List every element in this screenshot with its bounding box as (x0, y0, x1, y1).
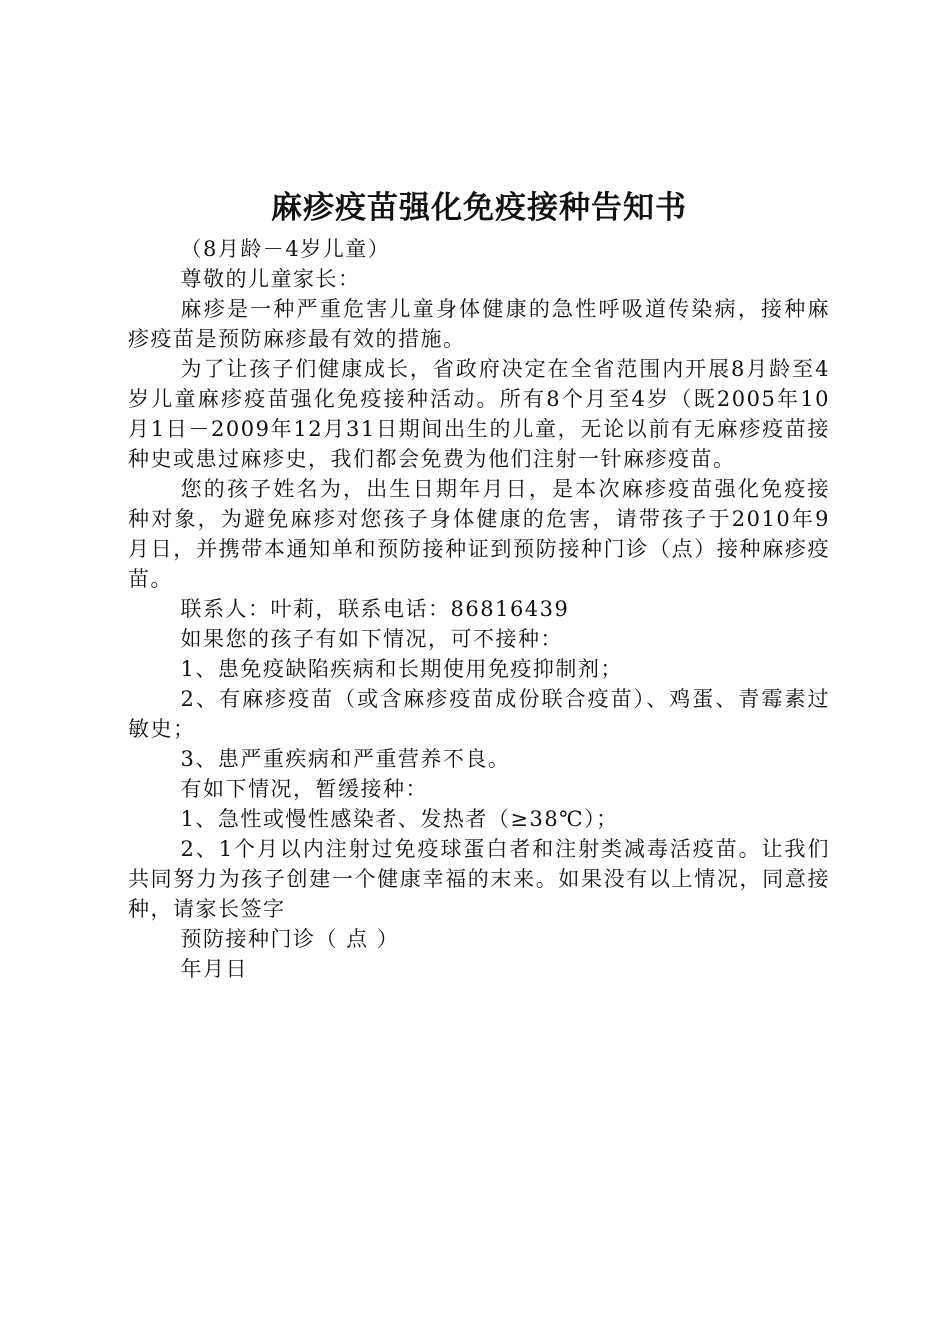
postpone-item-and-signature-request: 2、1个月以内注射过免疫球蛋白者和注射类减毒活疫苗。让我们共同努力为孩子创建一个健康幸福的末来。如果没有以上情况，同意接种，请家长签字 (128, 837, 830, 921)
age-range-note: （8月龄－4岁儿童） (180, 237, 391, 261)
document-page (128, 186, 830, 984)
postpone-heading: 有如下情况，暂缓接种： (180, 777, 428, 801)
contraindication-item: 3、患严重疾病和严重营养不良。 (180, 747, 511, 771)
clinic-signature-line: 预防接种门诊（ 点 ） (180, 927, 400, 951)
salutation: 尊敬的儿童家长： (180, 267, 361, 291)
intro-paragraph: 麻疹是一种严重危害儿童身体健康的急性呼吸道传染病，接种麻疹疫苗是预防麻疹最有效的措施。 (128, 297, 830, 351)
contraindication-item: 1、患免疫缺陷疾病和长期使用免疫抑制剂； (180, 657, 623, 681)
child-info-paragraph: 您的孩子姓名为，出生日期年月日，是本次麻疹疫苗强化免疫接种对象，为避免麻疹对您孩子身体健康的危害，请带孩子于2010年9月日，并携带本通知单和预防接种证到预防接种门诊（点）接种麻疹疫苗。 (128, 477, 830, 591)
postpone-item: 1、急性或慢性感染者、发热者（≥38℃）； (180, 807, 619, 831)
document-title: 麻疹疫苗强化免疫接种告知书 (271, 190, 687, 226)
campaign-paragraph: 为了让孩子们健康成长，省政府决定在全省范围内开展8月龄至4岁儿童麻疹疫苗强化免疫接种活动。所有8个月至4岁（既2005年10月1日－2009年12月31日期间出生的儿童，无论以前有无麻疹疫苗接种史或患过麻疹史，我们都会免费为他们注射一针麻疹疫苗。 (128, 357, 830, 471)
contraindication-item: 2、有麻疹疫苗（或含麻疹疫苗成份联合疫苗）、鸡蛋、青霉素过敏史； (128, 687, 830, 741)
contact-line: 联系人：叶莉，联系电话：86816439 (180, 597, 570, 621)
date-line: 年月日 (180, 957, 248, 981)
contraindication-heading: 如果您的孩子有如下情况，可不接种： (180, 627, 563, 651)
